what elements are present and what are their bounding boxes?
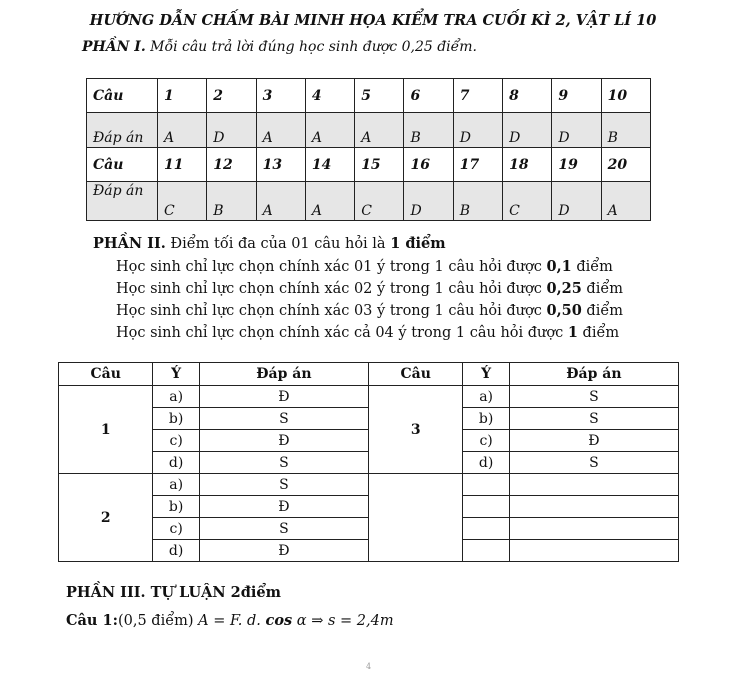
question-cell: 1 [59,386,153,474]
question-number-cell: 10 [601,79,650,113]
answer-cell: A [305,182,354,221]
answer-cell: D [552,113,601,148]
q1-formula-part-b: α ⇒ s = 2,4m [292,613,394,629]
item-cell [463,518,509,540]
part2-rule [116,258,613,275]
answer-cell: Đ [199,430,368,452]
answer-cell [509,540,678,562]
answer-cell: D [503,113,552,148]
part3-heading: PHẦN III. TỰ LUẬN 2điểm [66,584,281,601]
rule-points: 1 [567,324,578,341]
question-number-cell: 16 [404,148,453,182]
item-cell: b) [463,408,509,430]
answer-cell: S [509,408,678,430]
true-false-answer-table [58,362,679,562]
question-number-cell: 1 [158,79,207,113]
answer-cell: A [256,182,305,221]
question-number-cell: 6 [404,79,453,113]
answer-header-cell: Đáp án [87,182,158,221]
q1-formula-part-a: A = F. d. [198,613,266,629]
answer-cell: A [158,113,207,148]
answer-cell: S [509,386,678,408]
question-number-cell: 11 [158,148,207,182]
question-number-cell: 5 [355,79,404,113]
question-number-cell: 12 [207,148,256,182]
item-cell [463,474,509,496]
question-number-cell: 19 [552,148,601,182]
answer-cell: S [199,452,368,474]
answer-cell: Đ [509,430,678,452]
part2-rule [116,324,619,341]
item-cell: a) [153,474,199,496]
answer-cell: S [199,408,368,430]
answer-cell: B [404,113,453,148]
rule-unit: điểm [577,325,620,341]
answer-cell: D [552,182,601,221]
answer-cell: C [503,182,552,221]
question-number-cell: 15 [355,148,404,182]
question-number-cell: 7 [453,79,502,113]
item-cell [463,496,509,518]
question-number-row [87,79,651,113]
item-cell: a) [463,386,509,408]
answer-cell: S [199,474,368,496]
answer-cell: B [207,182,256,221]
answer-cell: Đ [199,386,368,408]
question-cell [368,474,462,562]
q1-formula-cos: cos [265,612,293,629]
rule-unit: điểm [581,303,624,319]
column-header: Ý [463,363,509,386]
item-cell: d) [153,452,199,474]
item-cell: b) [153,408,199,430]
question-number-cell: 18 [503,148,552,182]
answer-cell: A [601,182,650,221]
column-header: Câu [368,363,462,386]
rule-unit: điểm [571,259,613,275]
answer-cell: C [355,182,404,221]
column-header: Ý [153,363,199,386]
header-row [59,363,679,386]
essay-question-1 [66,612,394,629]
rule-points: 0,50 [546,302,582,319]
item-cell: c) [153,430,199,452]
q1-points: (0,5 điểm) [117,613,199,629]
document-title: HƯỚNG DẪN CHẤM BÀI MINH HỌA KIỂM TRA CUỐI KÌ 2, VẬT LÍ 10 [89,12,657,29]
answer-header-cell: Đáp án [87,113,158,148]
answer-cell: D [404,182,453,221]
rule-points: 0,1 [546,258,572,275]
answer-cell: D [453,113,502,148]
rule-text: Học sinh chỉ lực chọn chính xác 03 ý trong 1 câu hỏi được [116,303,547,319]
rule-text: Học sinh chỉ lực chọn chính xác 02 ý trong 1 câu hỏi được [116,281,547,297]
question-number-cell: 13 [256,148,305,182]
answer-cell [509,518,678,540]
question-number-cell: 17 [453,148,502,182]
item-cell [463,540,509,562]
answer-cell: Đ [199,540,368,562]
answer-cell: A [256,113,305,148]
part2-text: Điểm tối đa của 01 câu hỏi là [165,236,391,252]
item-cell: a) [153,386,199,408]
answer-cell: C [158,182,207,221]
answer-cell: S [199,518,368,540]
item-cell: b) [153,496,199,518]
question-number-cell: 2 [207,79,256,113]
question-cell: 3 [368,386,462,474]
question-cell: 2 [59,474,153,562]
q1-label: Câu 1: [66,612,118,629]
item-cell: c) [153,518,199,540]
answer-row [87,113,651,148]
multiple-choice-answer-table [86,78,651,221]
answer-cell: D [207,113,256,148]
answer-cell: B [601,113,650,148]
part2-rule [116,302,623,319]
column-header: Đáp án [509,363,678,386]
answer-row [87,182,651,221]
question-number-cell: 4 [305,79,354,113]
page-number: 4 [366,662,372,671]
question-header-cell: Câu [87,79,158,113]
answer-cell: A [355,113,404,148]
column-header: Câu [59,363,153,386]
rule-text: Học sinh chỉ lực chọn chính xác cả 04 ý trong 1 câu hỏi được [116,325,568,341]
answer-cell: A [305,113,354,148]
answer-cell: B [453,182,502,221]
question-number-cell: 3 [256,79,305,113]
answer-cell: S [509,452,678,474]
item-cell: d) [153,540,199,562]
item-cell: c) [463,430,509,452]
answer-cell [509,474,678,496]
question-number-cell: 9 [552,79,601,113]
question-header-cell: Câu [87,148,158,182]
rule-text: Học sinh chỉ lực chọn chính xác 01 ý trong 1 câu hỏi được [116,259,547,275]
part1-text: Mỗi câu trả lời đúng học sinh được 0,25 điểm. [145,39,477,55]
question-number-row [87,148,651,182]
part2-heading [93,235,446,252]
part2-rule [116,280,623,297]
part2-label: PHẦN II. [93,235,166,252]
answer-cell: Đ [199,496,368,518]
question-number-cell: 14 [305,148,354,182]
question-number-cell: 20 [601,148,650,182]
table-row [59,386,679,408]
part1-heading [82,39,477,55]
rule-points: 0,25 [546,280,582,297]
answer-cell [509,496,678,518]
table-row [59,474,679,496]
item-cell: d) [463,452,509,474]
rule-unit: điểm [581,281,624,297]
column-header: Đáp án [199,363,368,386]
part1-label: PHẦN I. [82,39,146,55]
part2-max-points: 1 điểm [390,235,446,252]
question-number-cell: 8 [503,79,552,113]
